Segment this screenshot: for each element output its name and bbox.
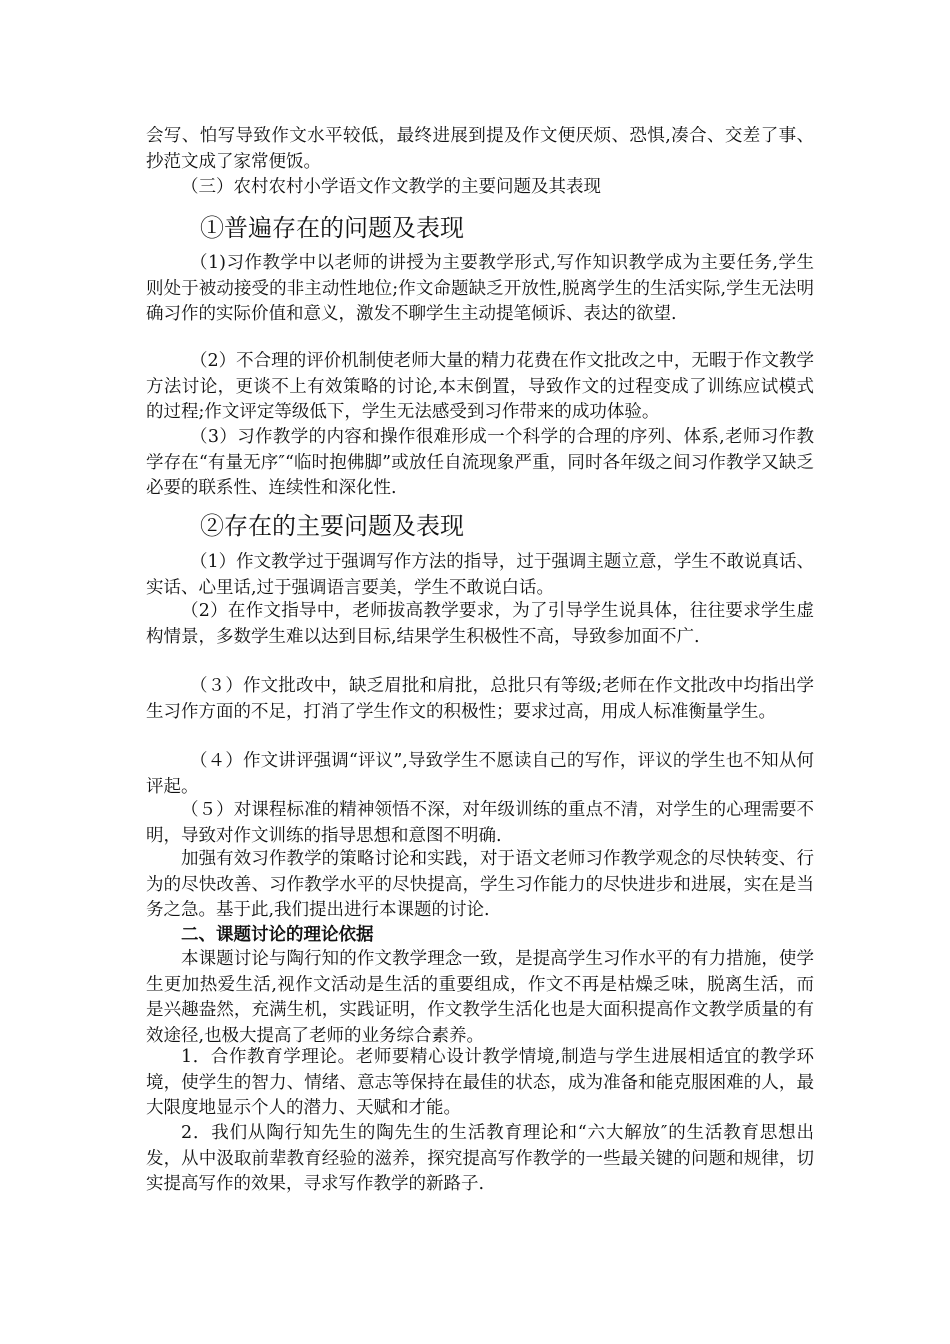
paragraph-common-1: （1)习作教学中以老师的讲授为主要教学形式,写作知识教学成为主要任务,学生则处于被动接受的非主动性地位;作文命题缺乏开放性,脱离学生的生活实际,学生无法明确习作的实际价值和意义，激发不聊学生主动提笔倾诉、表达的欲望. xyxy=(146,253,814,325)
paragraph-conclusion: 加强有效习作教学的策略讨论和实践，对于语文老师习作教学观念的尽快转变、行为的尽快改善、习作教学水平的尽快提高，学生习作能力的尽快进步和进展，实在是当务之急。基于此,我们提出进行本课题的讨论. xyxy=(146,849,814,921)
subsection-heading-three: （三）农村农村小学语文作文教学的主要问题及其表现 xyxy=(181,177,601,197)
paragraph-theory-1: 1．合作教育学理论。老师要精心设计教学情境,制造与学生进展相适宜的教学环境，使学生的智力、情绪、意志等保持在最佳的状态，成为准备和能克服困难的人，最大限度地显示个人的潜力、天赋和才能。 xyxy=(146,1047,814,1119)
paragraph-main-1: （1）作文教学过于强调写作方法的指导，过于强调主题立意，学生不敢说真话、实话、心里话,过于强调语言要美，学生不敢说白话。 xyxy=(146,552,814,598)
paragraph-main-3: （３）作文批改中，缺乏眉批和肩批，总批只有等级;老师在作文批改中均指出学生习作方面的不足，打消了学生作文的积极性；要求过高，用成人标准衡量学生。 xyxy=(146,676,814,722)
paragraph-main-5: （５）对课程标准的精神领悟不深，对年级训练的重点不清，对学生的心理需要不明，导致对作文训练的指导思想和意图不明确. xyxy=(146,800,814,846)
paragraph-main-4: （４）作文讲评强调“评议”,导致学生不愿读自己的写作，评议的学生也不知从何评起。 xyxy=(146,751,814,797)
paragraph-common-3: （3）习作教学的内容和操作很难形成一个科学的合理的序列、体系,老师习作教学存在“有量无序″“临时抱佛脚”或放任自流现象严重，同时各年级之间习作教学又缺乏必要的联系性、连续性和深化性. xyxy=(146,427,814,499)
paragraph-theory-intro: 本课题讨论与陶行知的作文教学理念一致，是提高学生习作水平的有力措施，使学生更加热爱生活,视作文活动是生活的重要组成，作文不再是枯燥乏味，脱离生活，而是兴趣盎然，充满生机，实践证明，作文教学生活化也是大面积提高作文教学质量的有效途径,也极大提高了老师的业务综合素养。 xyxy=(146,949,814,1046)
heading-common-problems: ①普遍存在的问题及表现 xyxy=(200,214,464,242)
paragraph-common-2: （2）不合理的评价机制使老师大量的精力花费在作文批改之中，无暇于作文教学方法讨论，更谈不上有效策略的讨论,本末倒置，导致作文的过程变成了训练应试模式的过程;作文评定等级低下，学生无法感受到习作带来的成功体验。 xyxy=(146,351,814,423)
paragraph-theory-2: 2．我们从陶行知先生的陶先生的生活教育理论和“六大解放″的生活教育思想出发，从中汲取前辈教育经验的滋养，探究提高写作教学的一些最关键的问题和规律，切实提高写作的效果，寻求写作教学的新路子. xyxy=(146,1123,814,1195)
paragraph-intro-continuation: 会写、怕写导致作文水平较低，最终进展到提及作文便厌烦、恐惧,凑合、交差了事、抄范文成了家常便饭。 xyxy=(146,126,814,172)
section-heading-theory: 二、课题讨论的理论依据 xyxy=(181,925,374,945)
paragraph-main-2: （2）在作文指导中，老师拔高教学要求，为了引导学生说具体，往往要求学生虚构情景，多数学生难以达到目标,结果学生积极性不高，导致参加面不广. xyxy=(146,601,814,647)
heading-main-problems: ②存在的主要问题及表现 xyxy=(200,512,464,540)
